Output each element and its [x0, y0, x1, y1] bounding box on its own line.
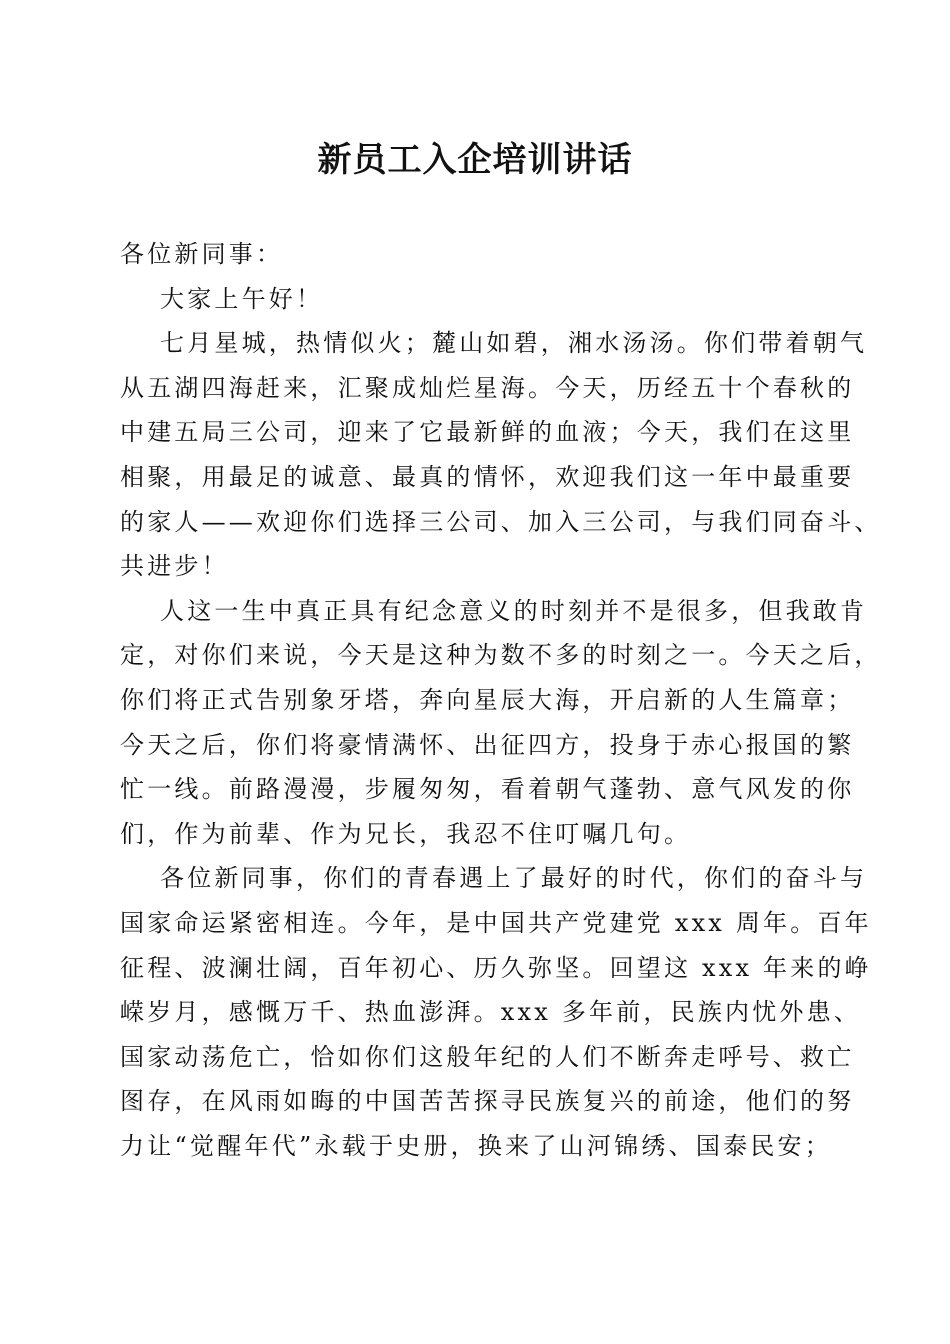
paragraph-2-line-4: 今天之后，你们将豪情满怀、出征四方，投身于赤心报国的繁 — [120, 730, 855, 759]
salutation-line: 各位新同事： — [120, 240, 284, 268]
paragraph-1-line-2: 从五湖四海赶来，汇聚成灿烂星海。今天，历经五十个春秋的 — [120, 373, 855, 402]
paragraph-1-line-5: 的家人——欢迎你们选择三公司、加入三公司，与我们同奋斗、 — [120, 507, 882, 536]
paragraph-3-line-4: 嵘岁月，感慨万千、热血澎湃。xxx 多年前，民族内忧外患、 — [120, 998, 862, 1027]
paragraph-2-line-5: 忙一线。前路漫漫，步履匆匆，看着朝气蓬勃、意气风发的你 — [120, 775, 855, 804]
paragraph-2-line-2: 定，对你们来说，今天是这种为数不多的时刻之一。今天之后， — [120, 641, 882, 670]
document-body — [120, 232, 882, 1168]
paragraph-3-line-3: 征程、波澜壮阔，百年初心、历久弥坚。回望这 xxx 年来的峥 — [120, 953, 872, 982]
paragraph-2-line-3: 你们将正式告别象牙塔，奔向星辰大海，开启新的人生篇章； — [120, 685, 855, 714]
paragraph-1-line-6: 共进步！ — [120, 552, 229, 581]
paragraph-3-line-6: 图存，在风雨如晦的中国苦苦探寻民族复兴的前途，他们的努 — [120, 1087, 855, 1116]
paragraph-3-line-7: 力让“觉醒年代”永载于史册，换来了山河锦绣、国泰民安； — [120, 1131, 832, 1160]
paragraph-3-line-2: 国家命运紧密相连。今年，是中国共产党建党 xxx 周年。百年 — [120, 908, 872, 937]
greeting-line: 大家上午好！ — [160, 284, 324, 313]
paragraph-1-line-3: 中建五局三公司，迎来了它最新鲜的血液；今天，我们在这里 — [120, 418, 855, 447]
paragraph-1-line-1: 七月星城，热情似火；麓山如碧，湘水汤汤。你们带着朝气 — [160, 329, 868, 358]
paragraph-2-line-6: 们，作为前辈、作为兄长，我忍不住叮嘱几句。 — [120, 819, 692, 848]
paragraph-3-line-5: 国家动荡危亡，恰如你们这般年纪的人们不断奔走呼号、救亡 — [120, 1042, 855, 1071]
paragraph-3-line-1: 各位新同事，你们的青春遇上了最好的时代，你们的奋斗与 — [160, 864, 868, 893]
document-title: 新员工入企培训讲话 — [317, 140, 633, 180]
paragraph-2-line-1: 人这一生中真正具有纪念意义的时刻并不是很多，但我敢肯 — [160, 596, 868, 625]
paragraph-1-line-4: 相聚，用最足的诚意、最真的情怀，欢迎我们这一年中最重要 — [120, 462, 855, 491]
